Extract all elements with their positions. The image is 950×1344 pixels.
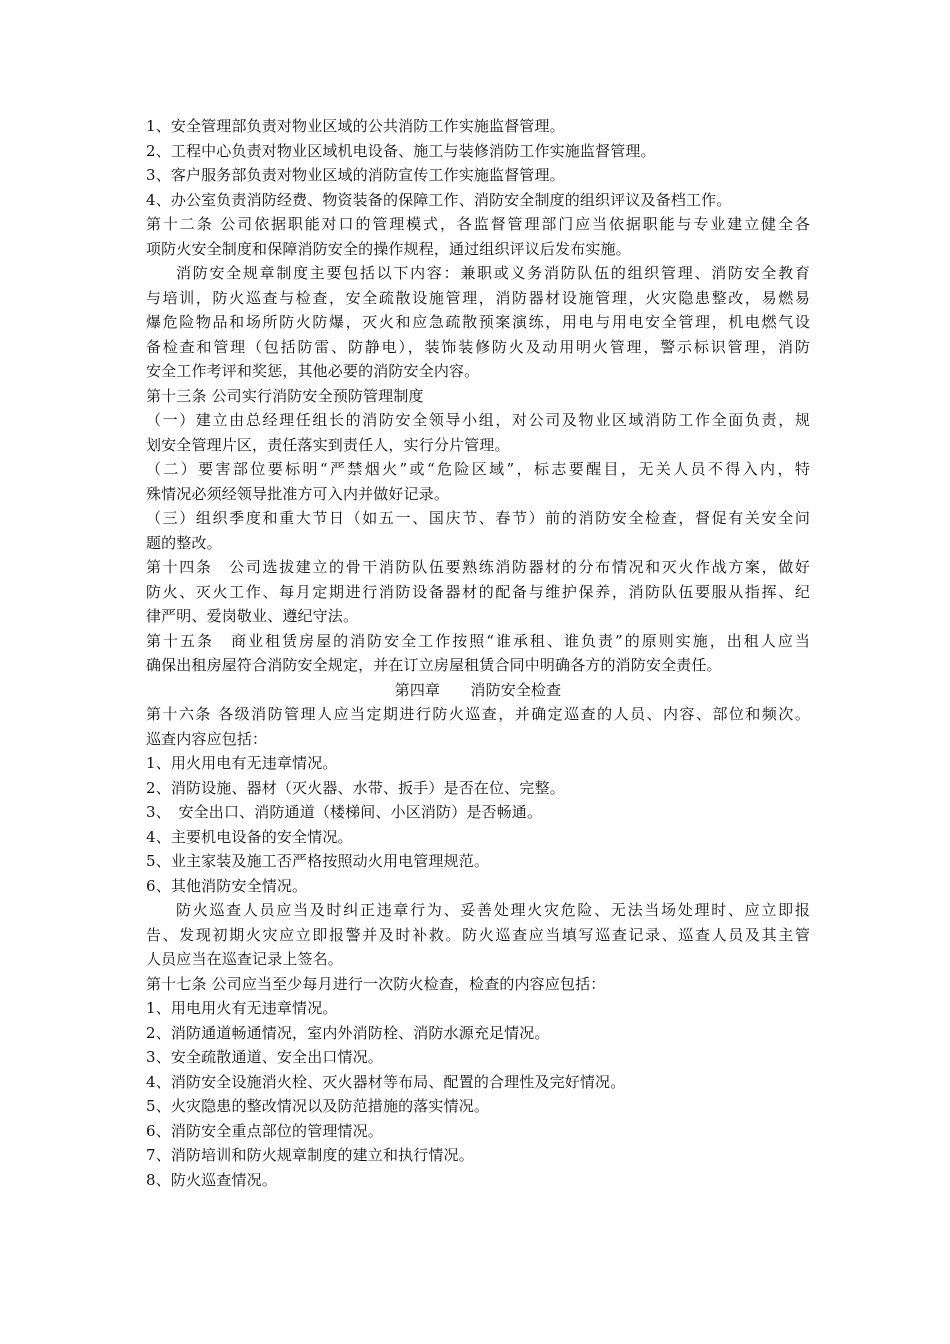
article-15-line: 第十五条 商业租赁房屋的消防安全工作按照“谁承租、谁负责”的原则实施，出租人应当 — [146, 631, 810, 650]
clause-line: （三）组织季度和重大节日（如五一、国庆节、春节）前的消防安全检查，督促有关安全问 — [146, 509, 810, 527]
paragraph-line: 爆危险物品和场所防火防爆，灭火和应急疏散预案演练，用电与用电安全管理，机电燃气设 — [146, 313, 810, 331]
paragraph-line: 告、发现初期火灾应立即报警并及时补救。防火巡查应当填写巡查记录、巡查人员及其主管 — [146, 925, 810, 944]
article-13-heading: 第十三条 公司实行消防安全预防管理制度 — [146, 386, 424, 405]
list-item: 3、安全疏散通道、安全出口情况。 — [146, 1048, 383, 1066]
list-item: 4、消防安全设施消火栓、灭火器材等布局、配置的合理性及完好情况。 — [146, 1072, 626, 1091]
list-item: 6、消防安全重点部位的管理情况。 — [146, 1121, 383, 1140]
list-item: 2、消防通道畅通情况，室内外消防栓、消防水源充足情况。 — [146, 1023, 550, 1042]
article-14-line: 防火、灭火工作、每月定期进行消防设备器材的配备与维护保养，消防队伍要服从指挥、纪 — [146, 582, 810, 601]
article-15-line: 确保出租房屋符合消防安全规定，并在订立房屋租赁合同中明确各方的消防安全责任。 — [146, 656, 722, 674]
article-16-line: 巡查内容应包括： — [146, 729, 268, 748]
chapter-title: 第四章 消防安全检查 — [394, 680, 562, 699]
paragraph-line: 消防安全规章制度主要包括以下内容：兼职或义务消防队伍的组织管理、消防安全教育 — [176, 264, 810, 282]
list-item: 5、业主家装及施工否严格按照动火用电管理规范。 — [146, 852, 489, 870]
paragraph-line: 防火巡查人员应当及时纠正违章行为、妥善处理火灾危险、无法当场处理时、应立即报 — [176, 901, 810, 919]
clause-line: 题的整改。 — [146, 533, 222, 552]
list-item: 2、消防设施、器材（灭火器、水带、扳手）是否在位、完整。 — [146, 778, 565, 797]
list-item: 3、 安全出口、消防通道（楼梯间、小区消防）是否畅通。 — [146, 803, 543, 821]
list-item: 4、主要机电设备的安全情况。 — [146, 827, 353, 846]
list-item: 1、安全管理部负责对物业区域的公共消防工作实施监督管理。 — [146, 117, 565, 135]
document-page — [146, 114, 810, 1192]
clause-line: （二）要害部位要标明“严禁烟火”或“危险区域”，标志要醒目，无关人员不得入内，特 — [146, 460, 810, 478]
list-item: 5、火灾隐患的整改情况以及防范措施的落实情况。 — [146, 1097, 489, 1115]
list-item: 3、客户服务部负责对物业区域的消防宣传工作实施监督管理。 — [146, 166, 565, 184]
clause-line: 殊情况必须经领导批准方可入内并做好记录。 — [146, 484, 450, 503]
paragraph-line: 安全工作考评和奖惩，其他必要的消防安全内容。 — [146, 362, 480, 380]
article-14-line: 律严明、爱岗敬业、遵纪守法。 — [146, 607, 359, 625]
list-item: 1、用火用电有无违章情况。 — [146, 754, 338, 772]
paragraph-line: 备检查和管理（包括防雷、防静电），装饰装修防火及动用明火管理，警示标识管理，消防 — [146, 337, 810, 356]
list-item: 7、消防培训和防火规章制度的建立和执行情况。 — [146, 1146, 474, 1164]
clause-line: （一）建立由总经理任组长的消防安全领导小组，对公司及物业区域消防工作全面负责，规 — [146, 411, 810, 429]
article-12-line: 第十二条 公司依据职能对口的管理模式，各监督管理部门应当依据职能与专业建立健全各 — [146, 215, 810, 233]
paragraph-line: 与培训，防火巡查与检查，安全疏散设施管理，消防器材设施管理，火灾隐患整改，易燃易 — [146, 288, 810, 307]
list-item: 8、防火巡查情况。 — [146, 1170, 277, 1189]
clause-line: 划安全管理片区，责任落实到责任人，实行分片管理。 — [146, 435, 510, 454]
list-item: 4、办公室负责消防经费、物资装备的保障工作、消防安全制度的组织评议及备档工作。 — [146, 190, 732, 209]
article-12-line: 项防火安全制度和保障消防安全的操作规程，通过组织评议后发布实施。 — [146, 239, 631, 258]
article-17-line: 第十七条 公司应当至少每月进行一次防火检查，检查的内容应包括： — [146, 974, 606, 993]
paragraph-line: 人员应当在巡查记录上签名。 — [146, 950, 343, 968]
list-item: 6、其他消防安全情况。 — [146, 876, 308, 895]
article-14-line: 第十四条 公司选拔建立的骨干消防队伍要熟练消防器材的分布情况和灭火作战方案，做好 — [146, 558, 810, 576]
list-item: 1、用电用火有无违章情况。 — [146, 999, 338, 1017]
article-16-line: 第十六条 各级消防管理人应当定期进行防火巡查，并确定巡查的人员、内容、部位和频次。 — [146, 705, 810, 723]
list-item: 2、工程中心负责对物业区域机电设备、施工与装修消防工作实施监督管理。 — [146, 141, 656, 160]
